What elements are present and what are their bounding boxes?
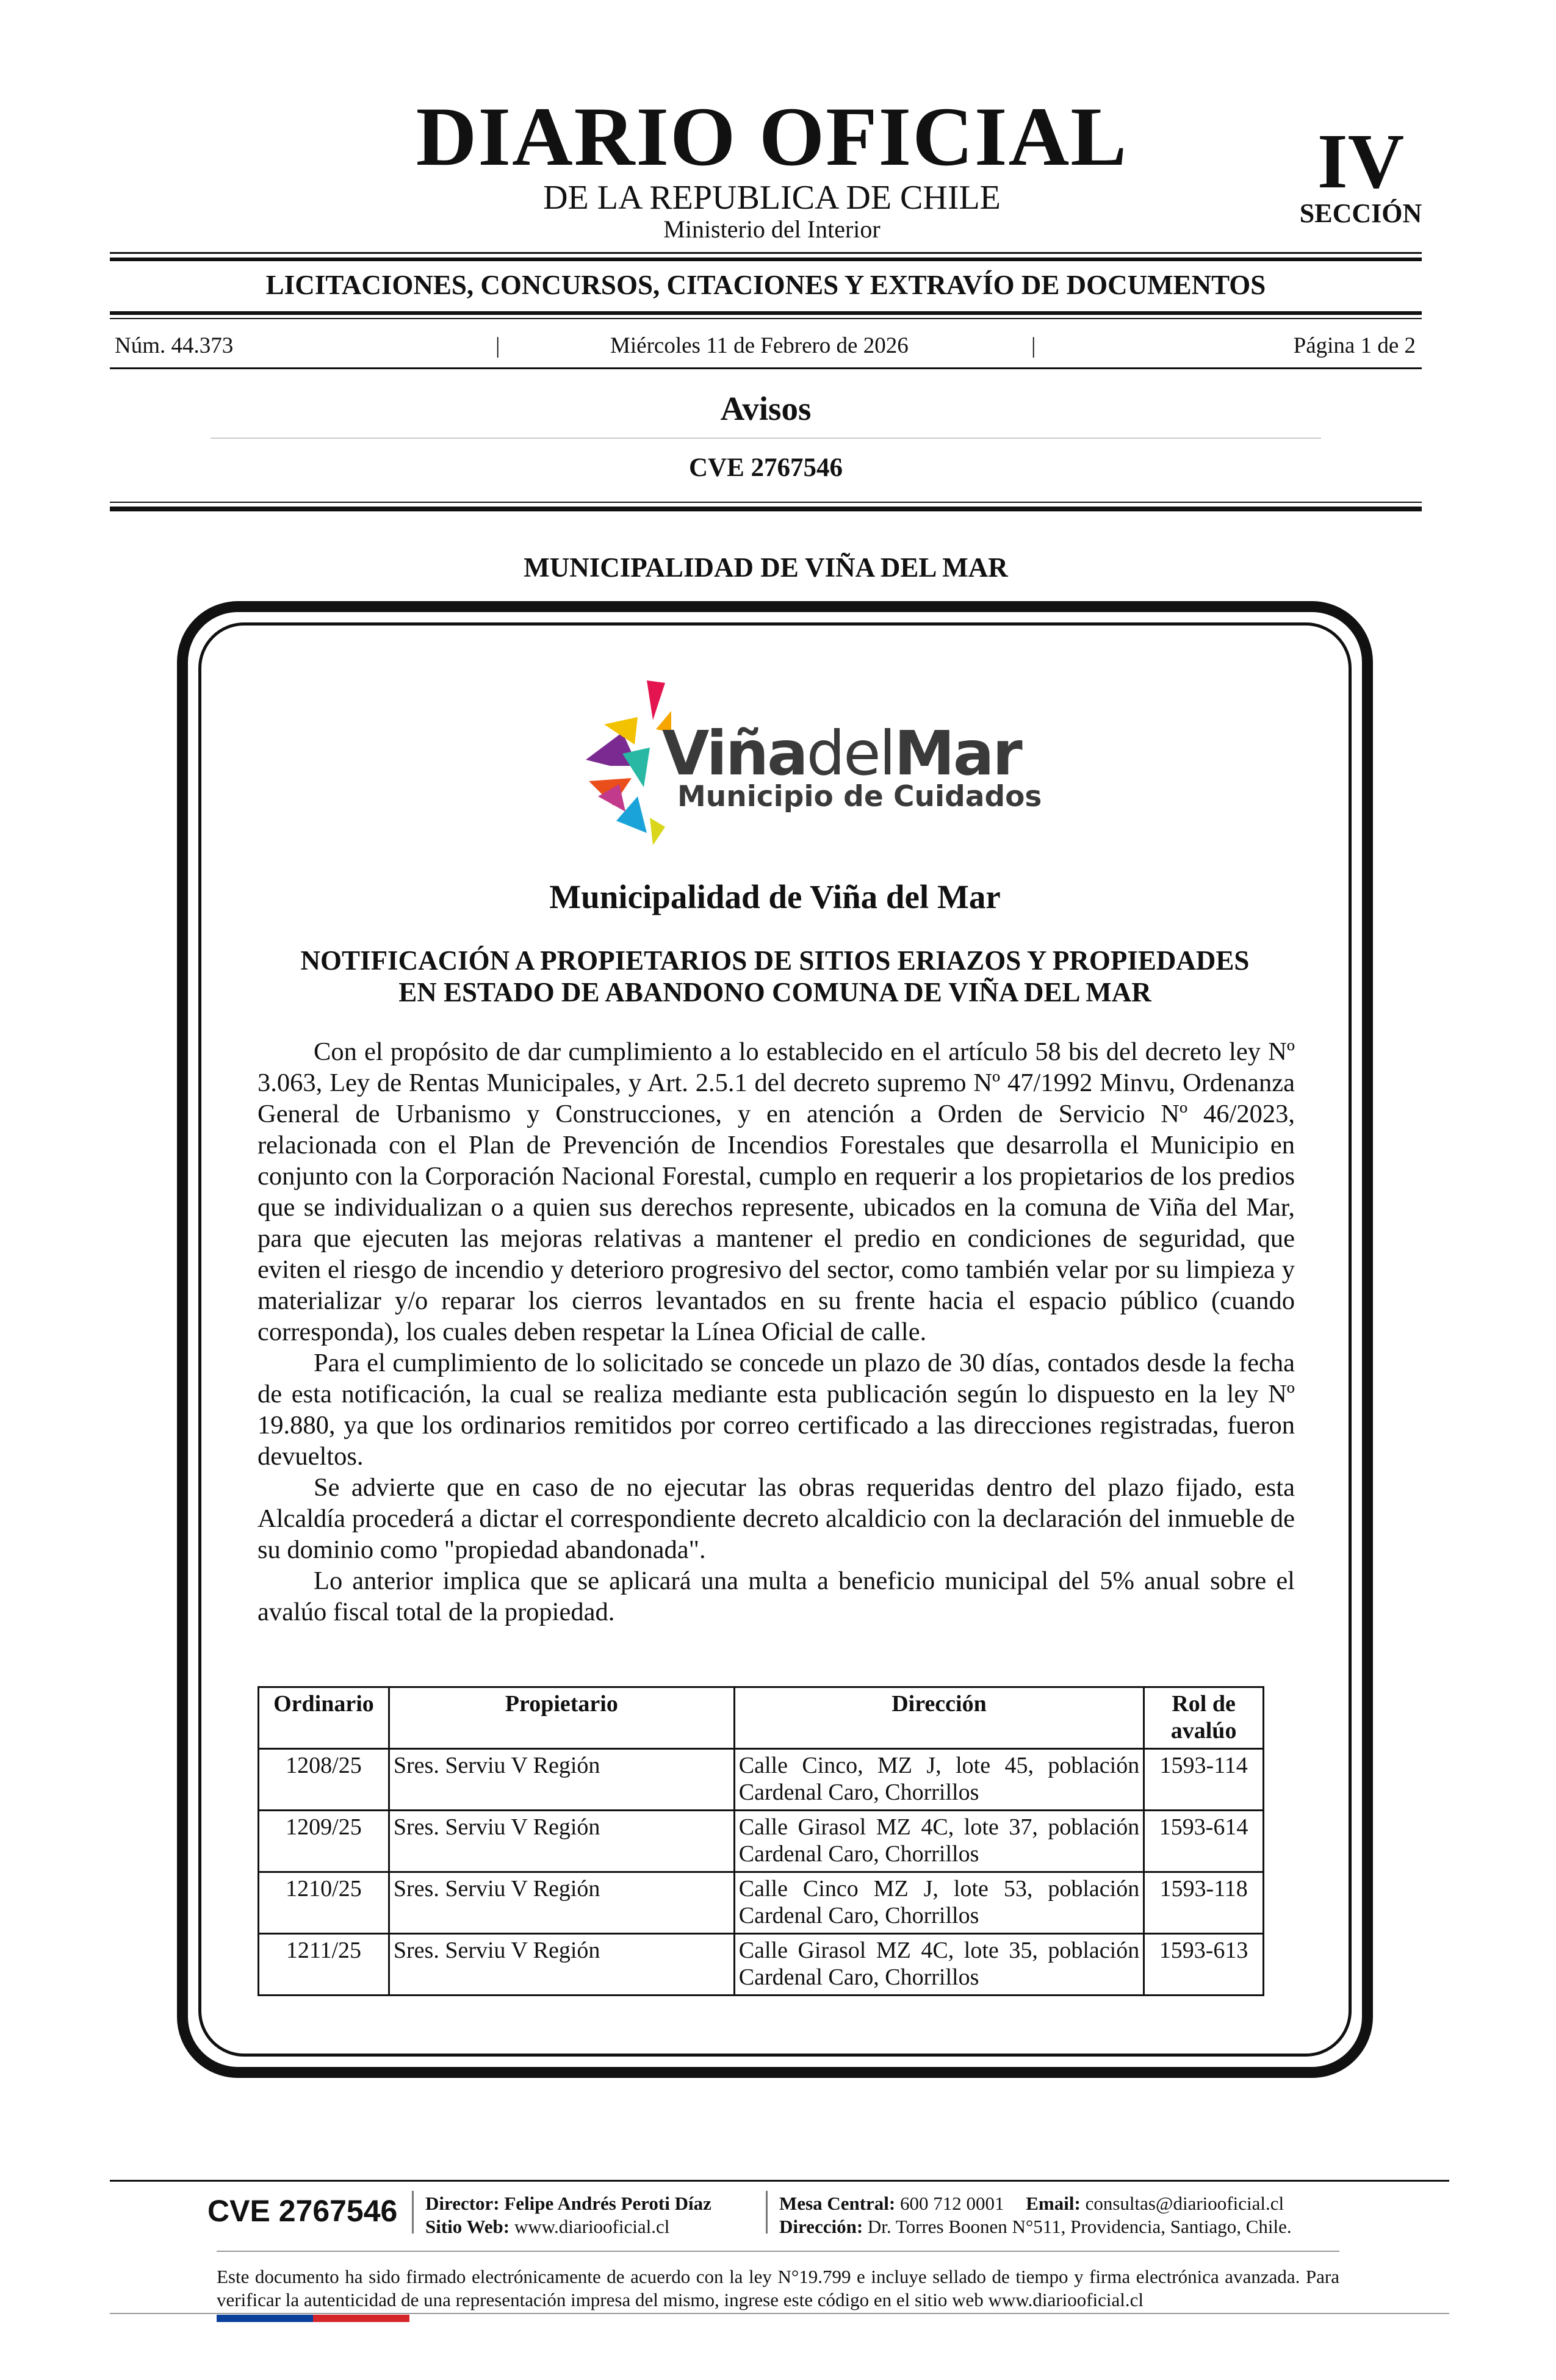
header-direccion: Dirección <box>734 1687 1144 1749</box>
website-link[interactable]: www.diariooficial.cl <box>514 2216 670 2237</box>
footer-web-line <box>425 2215 669 2238</box>
email-label: Email: <box>1026 2193 1081 2214</box>
footer-contact-line <box>779 2192 1284 2215</box>
logo-petal <box>650 818 665 845</box>
logo-wordmark <box>662 718 1021 789</box>
cell-direccion: Calle Cinco, MZ J, lote 45, población Cardenal Caro, Chorrillos <box>734 1749 1144 1811</box>
institution-heading: MUNICIPALIDAD DE VIÑA DEL MAR <box>524 552 1008 583</box>
address-value: Dr. Torres Boonen N°511, Providencia, Santiago, Chile. <box>867 2216 1292 2237</box>
cell-direccion: Calle Girasol MZ 4C, lote 35, población Cardenal Caro, Chorrillos <box>734 1934 1144 1996</box>
meta-separator: | <box>1031 333 1036 358</box>
email-link[interactable]: consultas@diariooficial.cl <box>1085 2193 1284 2214</box>
header-propietario: Propietario <box>389 1687 734 1749</box>
header-ordinario: Ordinario <box>259 1687 389 1749</box>
section-headline: LICITACIONES, CONCURSOS, CITACIONES Y EXTRAVÍO DE DOCUMENTOS <box>265 270 1266 300</box>
cell-direccion: Calle Girasol MZ 4C, lote 37, población Cardenal Caro, Chorrillos <box>734 1811 1144 1872</box>
avisos-underline <box>211 438 1321 439</box>
masthead-ministry: Ministerio del Interior <box>663 215 881 243</box>
logo-tagline: Municipio de Cuidados <box>677 780 1042 813</box>
document-title: Municipalidad de Viña del Mar <box>549 878 1001 915</box>
notice-category: Avisos <box>720 390 812 427</box>
footer-director-line <box>425 2192 711 2215</box>
table-row <box>259 1811 1264 1872</box>
header-rol-avaluo: Rol de avalúo <box>1144 1687 1264 1749</box>
logo-word-vina: Viña <box>662 718 807 789</box>
logo-word-del: del <box>806 718 895 789</box>
table-row <box>259 1872 1264 1934</box>
headline-rule-thick <box>110 311 1422 315</box>
footer-mid-rule <box>217 2251 1339 2252</box>
notification-heading <box>256 945 1294 1008</box>
cell-ordinario: 1209/25 <box>259 1811 389 1872</box>
flag-bar-blue <box>217 2315 313 2322</box>
masthead-rule-thick <box>110 258 1422 261</box>
body-paragraph: Se advierte que en caso de no ejecutar las obras requeridas dentro del plazo fijado, esta Alcaldía procederá a dictar el correspondiente decreto alcaldicio con la declaración del inmueble de su dominio como "propiedad abandonada". <box>258 1473 1295 1564</box>
issue-date: Miércoles 11 de Febrero de 2026 <box>610 333 909 358</box>
cve-code: CVE 2767546 <box>688 453 843 482</box>
cell-propietario: Sres. Serviu V Región <box>389 1749 734 1811</box>
cell-rol: 1593-118 <box>1144 1872 1264 1934</box>
headline-rule-thin <box>110 318 1422 319</box>
body-paragraph: Con el propósito de dar cumplimiento a lo establecido en el artículo 58 bis del decreto ley Nº 3.063, Ley de Rentas Municipales, y Art. 2.5.1 del decreto supremo Nº 47/1992 Minvu, Ordenanza General de Urbanismo y Construcciones, y en atención a Orden de Servicio Nº 46/2023, relacionada con el Plan de Prevención de Incendios Forestales que desarrolla el Municipio en conjunto con la Corporación Nacional Forestal, cumplo en requerir a los propietarios de los predios que se individualizan o a quien sus derechos represente, ubicados en la comuna de Viña del Mar, para que ejecuten las mejoras relativas a mantener el predio en condiciones de seguridad, que eviten el riesgo de incendio y deterioro progresivo del sector, como también velar por su limpieza y materializar y/o reparar los cierros levantados en su frente hacia el espacio público (cuando corresponda), los cuales deben respetar la Línea Oficial de calle. <box>258 1037 1295 1346</box>
mesa-label: Mesa Central: <box>779 2193 896 2214</box>
table-header-row <box>259 1687 1264 1749</box>
footer-top-rule <box>110 2180 1449 2182</box>
cve-rule-thick <box>110 507 1422 511</box>
body-paragraph: Para el cumplimiento de lo solicitado se concede un plazo de 30 días, contados desde la fecha de esta notificación, la cual se realiza mediante esta publicación según lo dispuesto en la ley Nº 19.880, ya que los ordinarios remitidos por correo certificado a las direcciones registradas, fueron devueltos. <box>258 1349 1295 1471</box>
web-label: Sitio Web: <box>425 2216 510 2237</box>
cell-rol: 1593-114 <box>1144 1749 1264 1811</box>
logo-word-mar: Mar <box>894 718 1021 789</box>
masthead-title: DIARIO OFICIAL <box>416 90 1128 183</box>
cve-rule-thin <box>110 502 1422 503</box>
cell-propietario: Sres. Serviu V Región <box>389 1811 734 1872</box>
notification-heading-line: EN ESTADO DE ABANDONO COMUNA DE VIÑA DEL MAR <box>398 977 1151 1008</box>
mesa-phone: 600 712 0001 <box>900 2193 1004 2214</box>
director-name: Felipe Andrés Peroti Díaz <box>504 2193 711 2214</box>
meta-rule <box>110 367 1422 369</box>
notice-body <box>258 1036 1295 1628</box>
flag-bar-red <box>313 2315 409 2322</box>
body-paragraph: Lo anterior implica que se aplicará una multa a beneficio municipal del 5% anual sobre el avalúo fiscal total de la propiedad. <box>258 1567 1295 1626</box>
cell-rol: 1593-614 <box>1144 1811 1264 1872</box>
cell-rol: 1593-613 <box>1144 1934 1264 1996</box>
meta-separator: | <box>495 333 500 358</box>
masthead-rule-thin <box>110 252 1422 254</box>
footer-divider <box>766 2191 768 2234</box>
cell-ordinario: 1211/25 <box>259 1934 389 1996</box>
issue-number: Núm. 44.373 <box>115 333 234 358</box>
masthead-subtitle: DE LA REPUBLICA DE CHILE <box>543 179 1001 217</box>
logo-petal <box>647 680 665 720</box>
cell-direccion: Calle Cinco MZ J, lote 53, población Cardenal Caro, Chorrillos <box>734 1872 1144 1934</box>
cell-ordinario: 1210/25 <box>259 1872 389 1934</box>
vina-del-mar-flower-logo <box>580 674 671 851</box>
footer-divider <box>412 2191 414 2234</box>
section-number: IV <box>1317 118 1405 204</box>
footer-bottom-rule <box>110 2313 1449 2314</box>
cell-propietario: Sres. Serviu V Región <box>389 1872 734 1934</box>
cell-ordinario: 1208/25 <box>259 1749 389 1811</box>
footer-cve-code: CVE 2767546 <box>207 2194 398 2228</box>
footer-legal-text: Este documento ha sido firmado electrónicamente de acuerdo con la ley N°19.799 e incluye sellado de tiempo y firma electrónica avanzada. Para verificar la autenticidad de una representación impresa del mismo, ingrese este código en el sitio web www.diariooficial.cl <box>217 2266 1339 2310</box>
cell-propietario: Sres. Serviu V Región <box>389 1934 734 1996</box>
director-label: Director: <box>425 2193 500 2214</box>
page-indicator: Página 1 de 2 <box>1293 333 1416 358</box>
section-label: SECCIÓN <box>1299 198 1422 228</box>
address-label: Dirección: <box>779 2216 863 2237</box>
properties-table <box>258 1686 1264 1996</box>
notification-heading-line: NOTIFICACIÓN A PROPIETARIOS DE SITIOS ERIAZOS Y PROPIEDADES <box>300 945 1250 976</box>
footer-address-line <box>779 2215 1292 2238</box>
table-row <box>259 1749 1264 1811</box>
table-row <box>259 1934 1264 1996</box>
